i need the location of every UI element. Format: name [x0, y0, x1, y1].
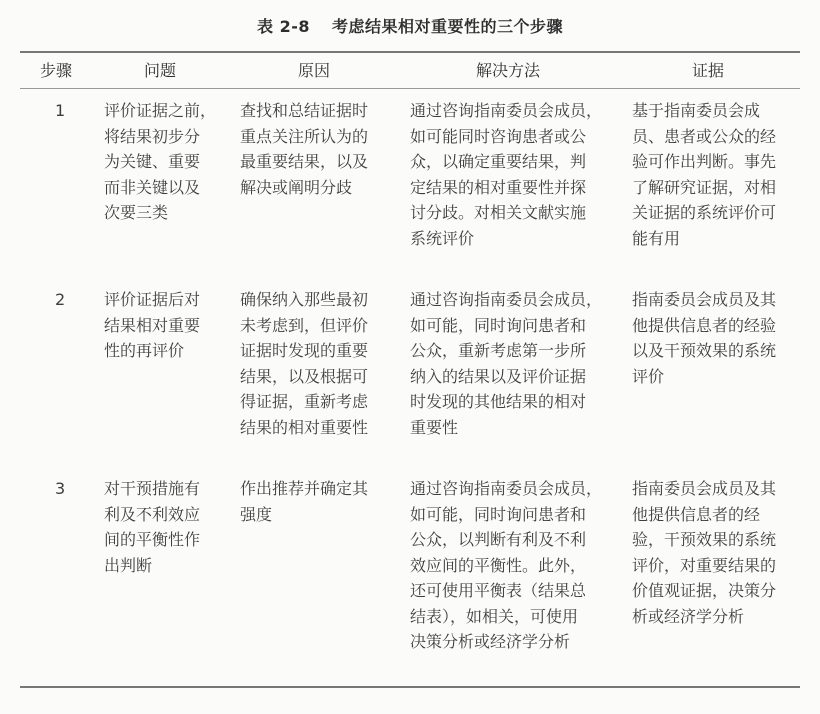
row-1-reason	[240, 98, 368, 200]
text-line: 结表），如相关，可使用	[410, 606, 579, 626]
header-rule	[20, 88, 800, 89]
text-line: 析或经济学分析	[632, 606, 745, 626]
row-2-evidence	[632, 287, 776, 389]
text-line: 众，以确定重要结果，判	[410, 152, 587, 171]
text-line: 公众，重新考虑第一步所	[410, 341, 587, 360]
text-line: 结果，以及根据可	[240, 366, 369, 386]
text-line: 价值观证据，决策分	[632, 581, 777, 600]
text-line: 结果的相对重要性	[240, 417, 369, 437]
text-line: 他提供信息者的经验	[632, 315, 777, 335]
row-2-reason	[240, 287, 368, 440]
text-line: 了解研究证据，对相	[632, 177, 777, 197]
text-line: 员、患者或公众的经	[632, 126, 777, 146]
text-line: 为关键、重要	[104, 152, 201, 171]
text-line: 如可能，同时询问患者和	[410, 504, 587, 524]
row-2-step: 2	[55, 290, 66, 309]
text-line: 作出推荐并确定其	[240, 479, 369, 498]
text-line: 决策分析或经济学分析	[410, 632, 571, 651]
text-line: 通过咨询指南委员会成员，	[410, 101, 603, 120]
text-line: 重要性	[410, 417, 459, 437]
text-line: 确保纳入那些最初	[240, 290, 369, 309]
text-line: 证据时发现的重要	[240, 341, 369, 360]
row-2-solution	[410, 287, 602, 440]
text-line: 强度	[240, 504, 273, 524]
row-3-solution	[410, 476, 602, 655]
text-line: 重点关注所认为的	[240, 126, 369, 146]
text-line: 对干预措施有	[104, 479, 201, 498]
header-question: 问题	[144, 61, 177, 80]
text-line: 基于指南委员会成	[632, 101, 761, 120]
row-1-step: 1	[55, 101, 66, 120]
text-line: 评价证据之前，	[104, 101, 217, 120]
header-evidence: 证据	[692, 61, 725, 80]
text-line: 时发现的其他结果的相对	[410, 392, 587, 411]
text-line: 得证据，重新考虑	[240, 392, 369, 411]
text-line: 性的再评价	[104, 341, 185, 360]
text-line: 次要三类	[104, 203, 169, 222]
text-line: 而非关键以及	[104, 177, 201, 197]
text-line: 关证据的系统评价可	[632, 203, 777, 222]
row-3-question	[104, 476, 200, 578]
header-reason: 原因	[298, 61, 331, 80]
text-line: 评价	[632, 366, 665, 386]
text-line: 利及不利效应	[104, 504, 201, 524]
text-line: 结果相对重要	[104, 315, 201, 335]
text-line: 纳入的结果以及评价证据	[410, 366, 587, 386]
text-line: 验可作出判断。事先	[632, 152, 777, 171]
row-2-question	[104, 287, 200, 364]
row-3-evidence	[632, 476, 776, 629]
table-caption	[0, 14, 820, 37]
table-title: 考虑结果相对重要性的三个步骤	[331, 17, 563, 36]
header-solution: 解决方法	[476, 61, 541, 80]
row-3-reason	[240, 476, 368, 527]
row-1-solution	[410, 98, 602, 251]
text-line: 如可能，同时询问患者和	[410, 315, 587, 335]
table-number: 表 2-8	[257, 17, 310, 36]
text-line: 最重要结果，以及	[240, 152, 369, 171]
row-1-question	[104, 98, 216, 226]
text-line: 评价，对重要结果的	[632, 555, 777, 575]
text-line: 评价证据后对	[104, 290, 201, 309]
text-line: 将结果初步分	[104, 126, 201, 146]
text-line: 验，干预效果的系统	[632, 530, 777, 549]
text-line: 他提供信息者的经	[632, 504, 761, 524]
header-step: 步骤	[40, 61, 73, 80]
text-line: 解决或阐明分歧	[240, 177, 353, 197]
text-line: 还可使用平衡表（结果总	[410, 581, 587, 600]
text-line: 定结果的相对重要性并探	[410, 177, 587, 197]
text-line: 指南委员会成员及其	[632, 290, 777, 309]
text-line: 未考虑到，但评价	[240, 315, 369, 335]
text-line: 讨分歧。对相关文献实施	[410, 203, 587, 222]
text-line: 如可能同时咨询患者或公	[410, 126, 587, 146]
text-line: 间的平衡性作	[104, 530, 201, 549]
text-line: 公众，以判断有利及不利	[410, 530, 587, 549]
table-top-rule	[20, 51, 800, 53]
row-3-step: 3	[55, 479, 66, 498]
table-bottom-rule	[20, 686, 800, 688]
text-line: 通过咨询指南委员会成员，	[410, 479, 603, 498]
text-line: 查找和总结证据时	[240, 101, 369, 120]
text-line: 通过咨询指南委员会成员，	[410, 290, 603, 309]
text-line: 以及干预效果的系统	[632, 341, 777, 360]
text-line: 效应间的平衡性。此外，	[410, 555, 587, 575]
text-line: 指南委员会成员及其	[632, 479, 777, 498]
text-line: 能有用	[632, 228, 681, 248]
text-line: 系统评价	[410, 228, 475, 248]
row-1-evidence	[632, 98, 776, 251]
text-line: 出判断	[104, 555, 153, 575]
